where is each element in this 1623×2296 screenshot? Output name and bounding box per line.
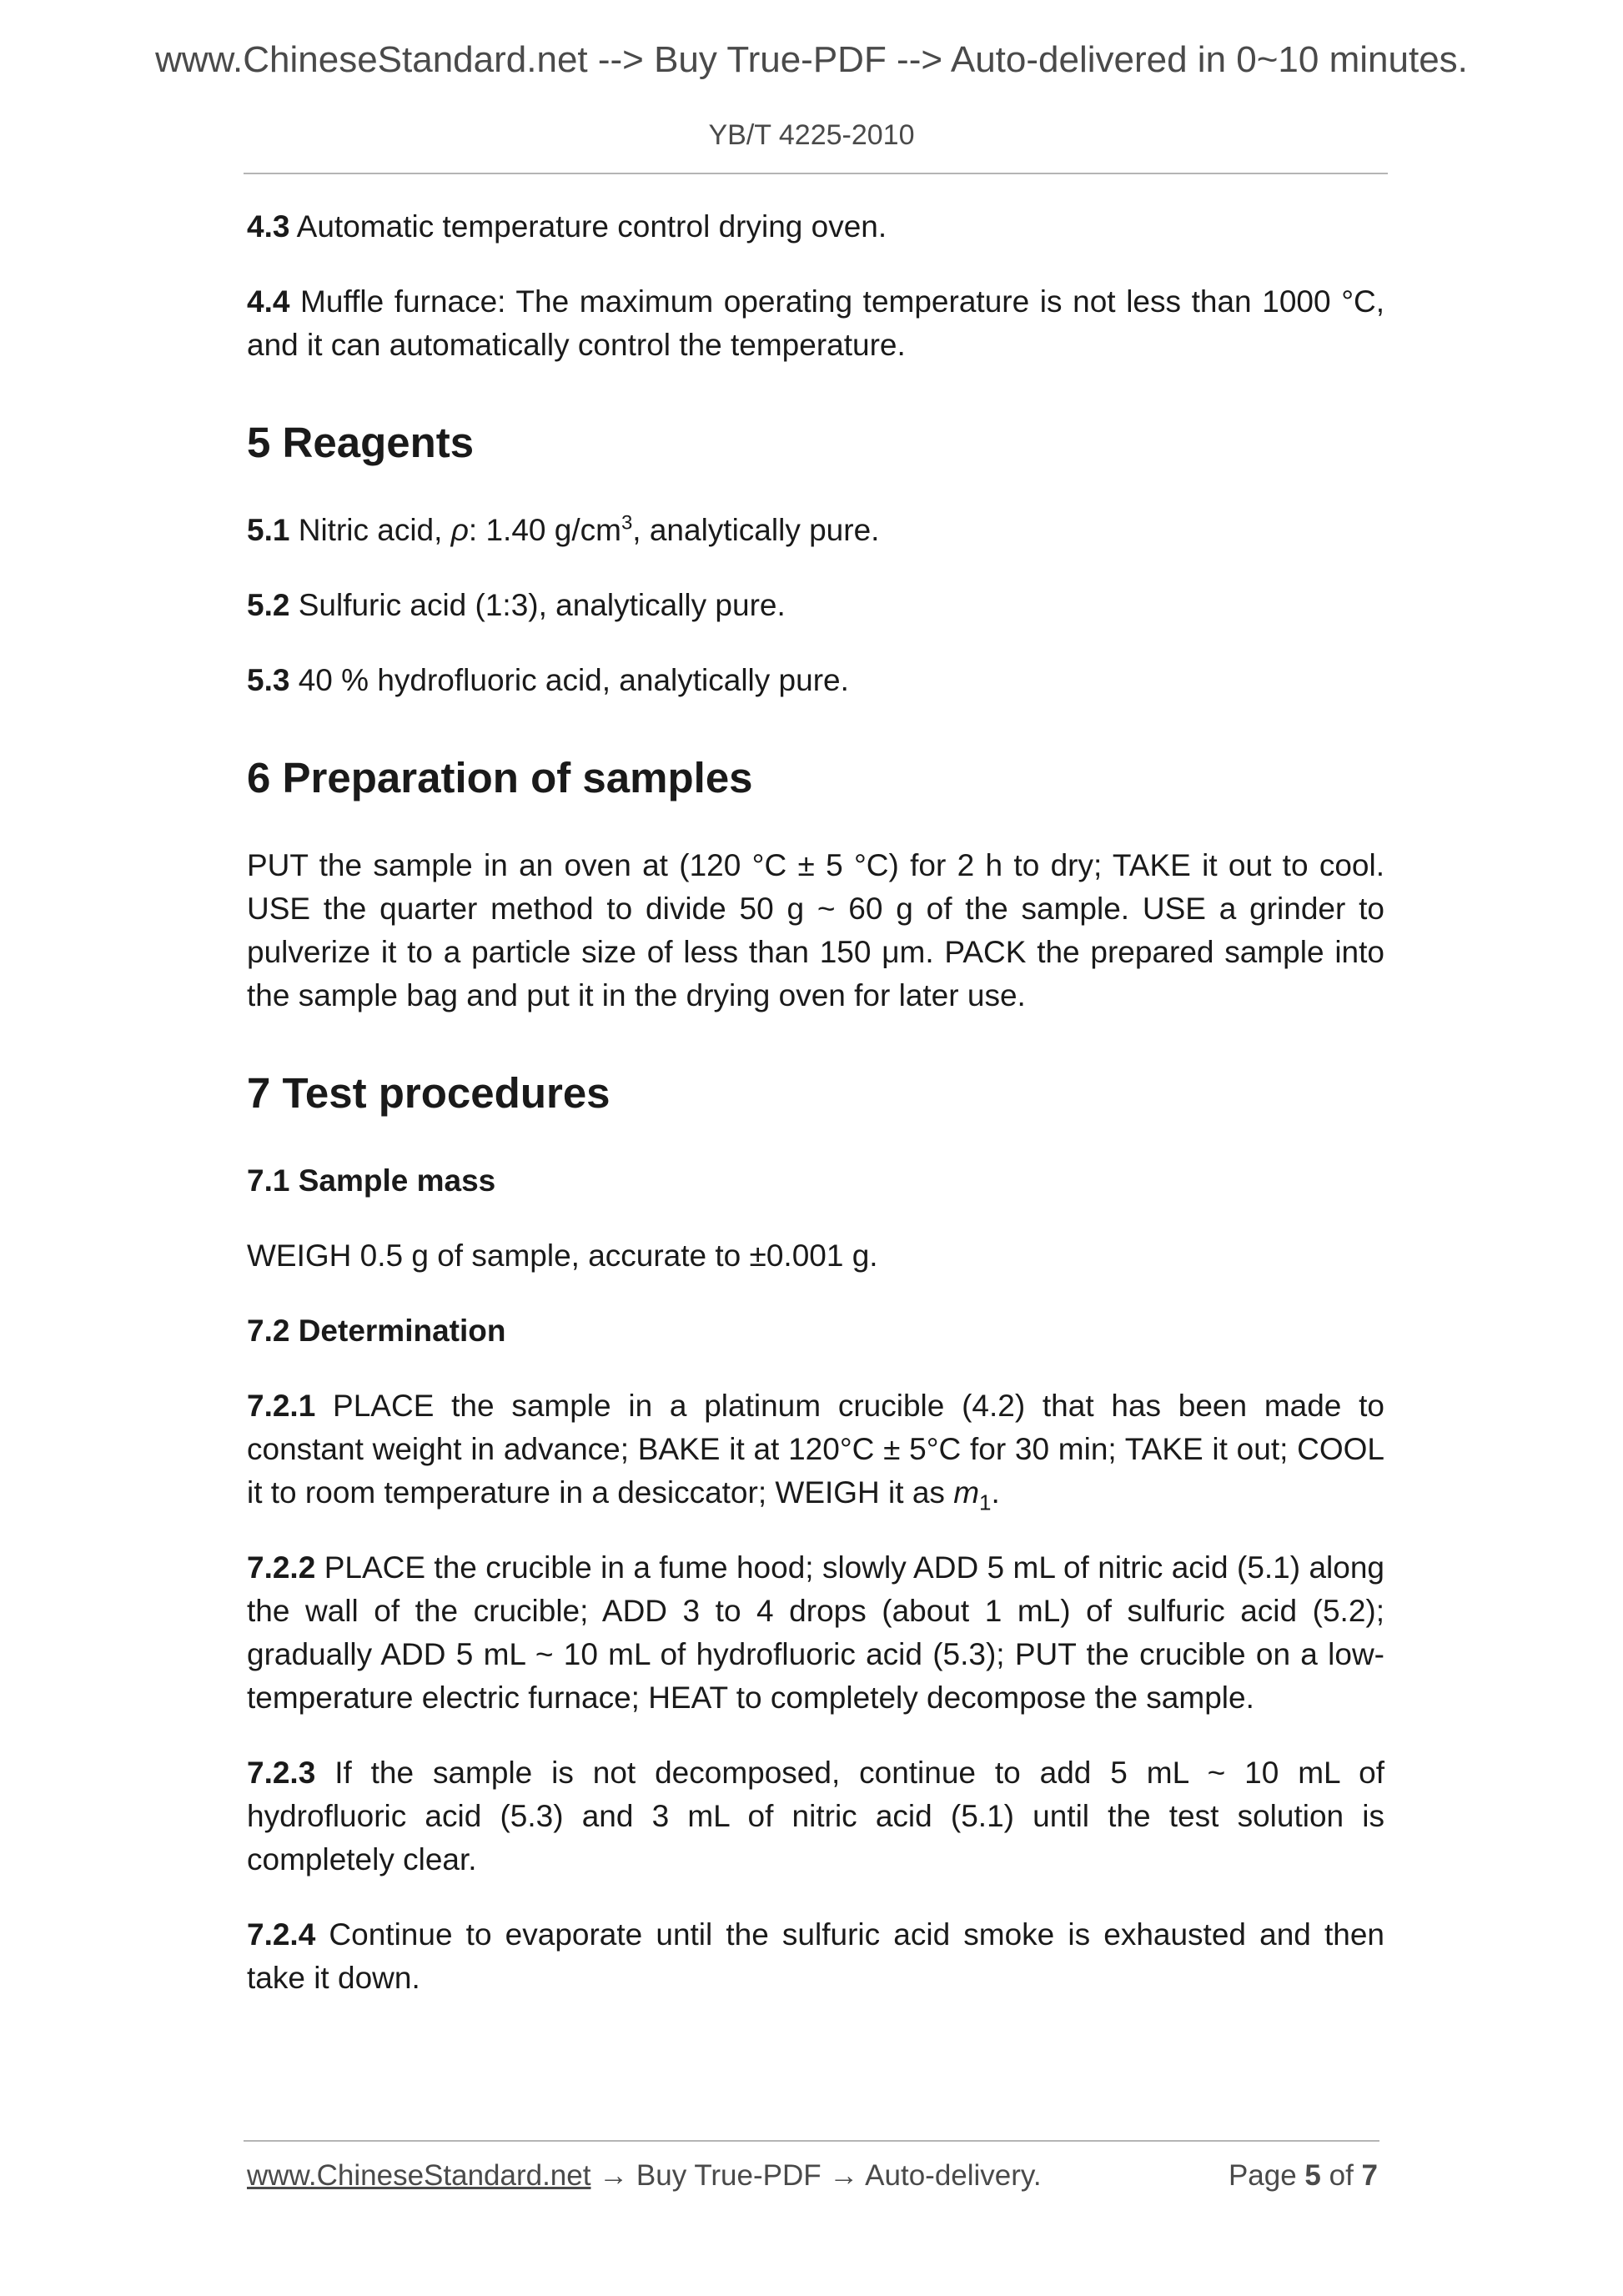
clause-7-2-1 [247,1384,1384,1515]
clause-number: 4.3 [247,209,290,244]
clause-5-2 [247,584,1384,627]
clause-number: 5.2 [247,588,290,622]
clause-text: PLACE the sample in a platinum crucible (4.2) that has been made to constant weight in advance; BAKE it at 120°C ± 5°C for 30 min; TAKE it out; COOL it to room temperature in a desiccator; WEIGH it as [247,1389,1384,1510]
clause-text: If the sample is not decomposed, continue to add 5 mL ~ 10 mL of hydrofluoric acid (5.3) and 3 mL of nitric acid (5.1) until the test solution is completely clear. [247,1756,1384,1876]
subsection-heading-7-1: 7.1 Sample mass [247,1163,496,1198]
clause-number: 5.3 [247,663,290,697]
section-6-paragraph: PUT the sample in an oven at (120 °C ± 5 °C) for 2 h to dry; TAKE it out to cool. USE the quarter method to divide 50 g ~ 60 g of the sample. USE a grinder to pulverize it to a particle size of less than 150 μm. PACK the prepared sample into the sample bag and put it in the drying oven for later use. [247,848,1384,1012]
clause-4-4 [247,280,1384,367]
density-symbol: ρ [450,513,469,547]
clause-text: : 1.40 g/cm [468,513,621,547]
total-pages: 7 [1361,2159,1378,2192]
section-heading-7: 7 Test procedures [247,1069,611,1117]
superscript: 3 [621,511,633,535]
clause-4-3 [247,205,1384,249]
clause-text: PLACE the crucible in a fume hood; slowly ADD 5 mL of nitric acid (5.1) along the wall of the crucible; ADD 3 to 4 drops (about 1 mL) of sulfuric acid (5.2); gradually ADD 5 mL ~ 10 mL of hydrofluoric acid (5.3); PUT the crucible on a low-temperature electric furnace; HEAT to completely decompose the sample. [247,1550,1384,1715]
section-7-1-paragraph: WEIGH 0.5 g of sample, accurate to ±0.001 g. [247,1238,878,1273]
subsection-heading-7-2: 7.2 Determination [247,1314,506,1348]
page-label: Page [1228,2159,1305,2192]
clause-number: 7.2.3 [247,1756,316,1790]
clause-text: Muffle furnace: The maximum operating temperature is not less than 1000 °C, and it can automatically control the temperature. [247,284,1384,362]
clause-text: . [991,1475,1000,1510]
clause-5-3 [247,659,1384,702]
of-label: of [1320,2159,1362,2192]
footer-divider [244,2140,1379,2142]
page-indicator [1229,2157,1378,2195]
top-banner: www.ChineseStandard.net --> Buy True-PDF --> Auto-delivered in 0~10 minutes. [155,39,1468,80]
document-body [247,205,1384,2032]
clause-7-2-2 [247,1546,1384,1720]
clause-7-2-3 [247,1751,1384,1882]
clause-number: 7.2.4 [247,1917,316,1952]
header-divider [244,173,1388,174]
page-number: 5 [1304,2159,1321,2192]
clause-5-1 [247,509,1384,552]
clause-text: Sulfuric acid (1:3), analytically pure. [289,588,786,622]
section-heading-6: 6 Preparation of samples [247,754,753,801]
clause-text: Automatic temperature control drying oven. [289,209,887,244]
footer-site-link[interactable]: www.ChineseStandard.net [247,2159,591,2192]
clause-number: 5.1 [247,513,290,547]
clause-number: 7.2.1 [247,1389,316,1423]
clause-number: 7.2.2 [247,1550,316,1585]
clause-number: 4.4 [247,284,290,319]
clause-text: 40 % hydrofluoric acid, analytically pure. [289,663,849,697]
clause-7-2-4 [247,1913,1384,2000]
mass-variable: m [953,1475,980,1510]
clause-text: , analytically pure. [632,513,880,547]
standard-code: YB/T 4225-2010 [708,119,915,151]
clause-text: Continue to evaporate until the sulfuric acid smoke is exhausted and then take it down. [247,1917,1384,1995]
section-heading-5: 5 Reagents [247,419,475,466]
subscript: 1 [979,1490,992,1515]
footer-tagline: → Buy True-PDF → Auto-delivery. [590,2159,1042,2192]
footer-left [247,2157,1042,2195]
clause-text: Nitric acid, [289,513,451,547]
